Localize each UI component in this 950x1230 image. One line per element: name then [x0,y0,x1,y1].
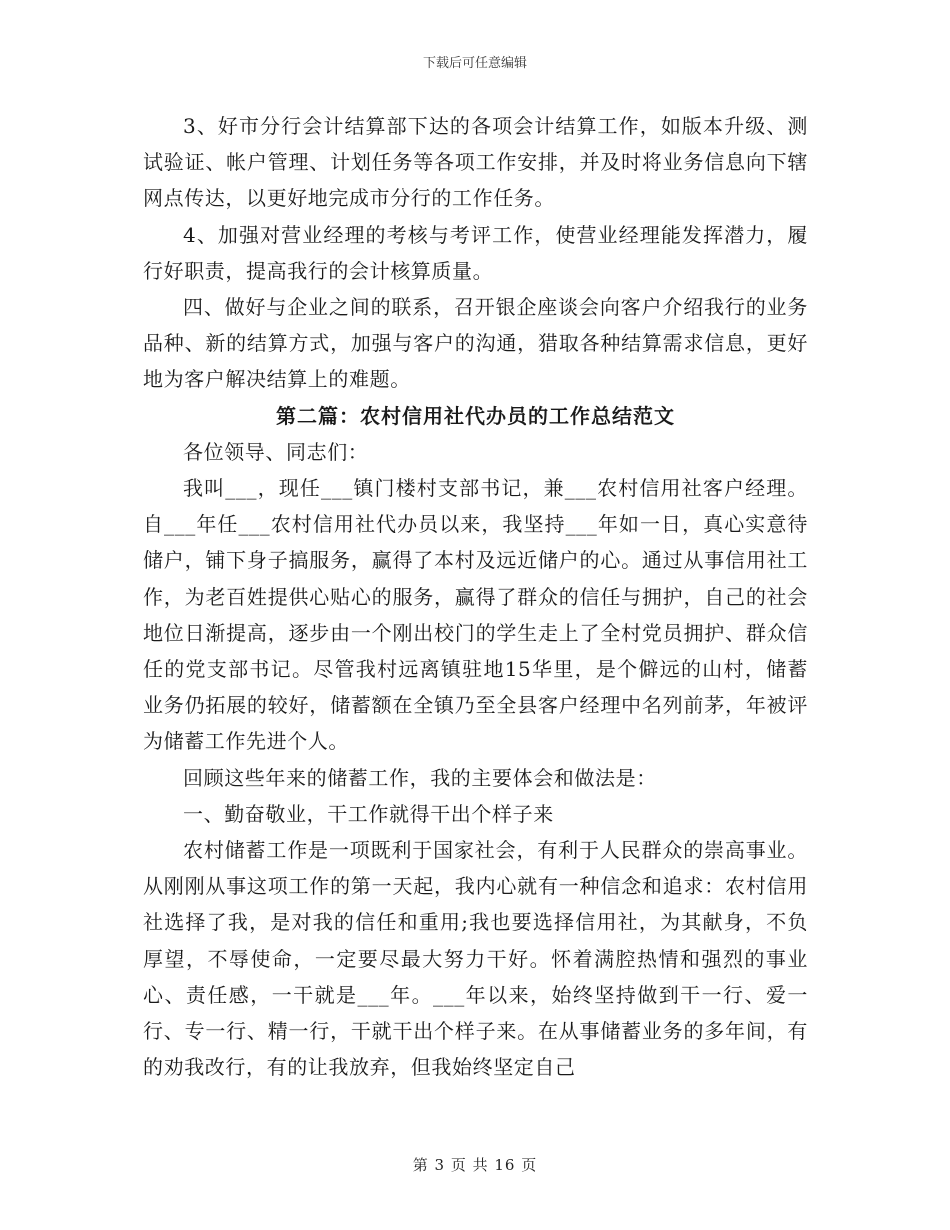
paragraph-introduction: 我叫___，现任___镇门楼村支部书记，兼___农村信用社客户经理。自___年任___农村信用社代办员以来，我坚持___年如一日，真心实意待储户，铺下身子搞服务，赢得了本村及远近储户的心。通过从事信用社工作，为老百姓提供心贴心的服务，赢得了群众的信任与拥护，自己的社会地位日渐提高，逐步由一个刚出校门的学生走上了全村党员拥护、群众信任的党支部书记。尽管我村远离镇驻地15华里，是个僻远的山村，储蓄业务仍拓展的较好，储蓄额在全镇乃至全县客户经理中名列前茅，年被评为储蓄工作先进个人。 [143,476,808,754]
paragraph-heading-one: 一、勤奋敬业，干工作就得干出个样子来 [183,801,554,826]
paragraph-section-four: 四、做好与企业之间的联系，召开银企座谈会向客户介绍我行的业务品种、新的结算方式，加强与客户的沟通，猎取各种结算需求信息，更好地为客户解决结算上的难题。 [143,295,808,392]
section-title: 第二篇：农村信用社代办员的工作总结范文 [276,403,675,428]
paragraph-greeting: 各位领导、同志们： [183,439,369,464]
paragraph-item-3: 3、好市分行会计结算部下达的各项会计结算工作，如版本升级、测试验证、帐户管理、计划任务等各项工作安排，并及时将业务信息向下辖网点传达，以更好地完成市分行的工作任务。 [143,114,808,211]
page-number-footer: 第 3 页 共 16 页 [412,1156,538,1174]
document-body [143,108,808,1085]
paragraph-body: 农村储蓄工作是一项既利于国家社会，有利于人民群众的崇高事业。从刚刚从事这项工作的第一天起，我内心就有一种信念和追求：农村信用社选择了我，是对我的信任和重用;我也要选择信用社，为其献身，不负厚望，不辱使命，一定要尽最大努力干好。怀着满腔热情和强烈的事业心、责任感，一干就是___年。___年以来，始终坚持做到干一行、爱一行、专一行、精一行，干就干出个样子来。在从事储蓄业务的多年间，有的劝我改行，有的让我放弃，但我始终坚定自己 [143,838,808,1080]
paragraph-item-4: 4、加强对营业经理的考核与考评工作，使营业经理能发挥潜力，履行好职责，提高我行的会计核算质量。 [143,222,808,283]
paragraph-review: 回顾这些年来的储蓄工作，我的主要体会和做法是： [183,765,657,790]
page-header-note: 下载后可任意编辑 [422,56,527,71]
